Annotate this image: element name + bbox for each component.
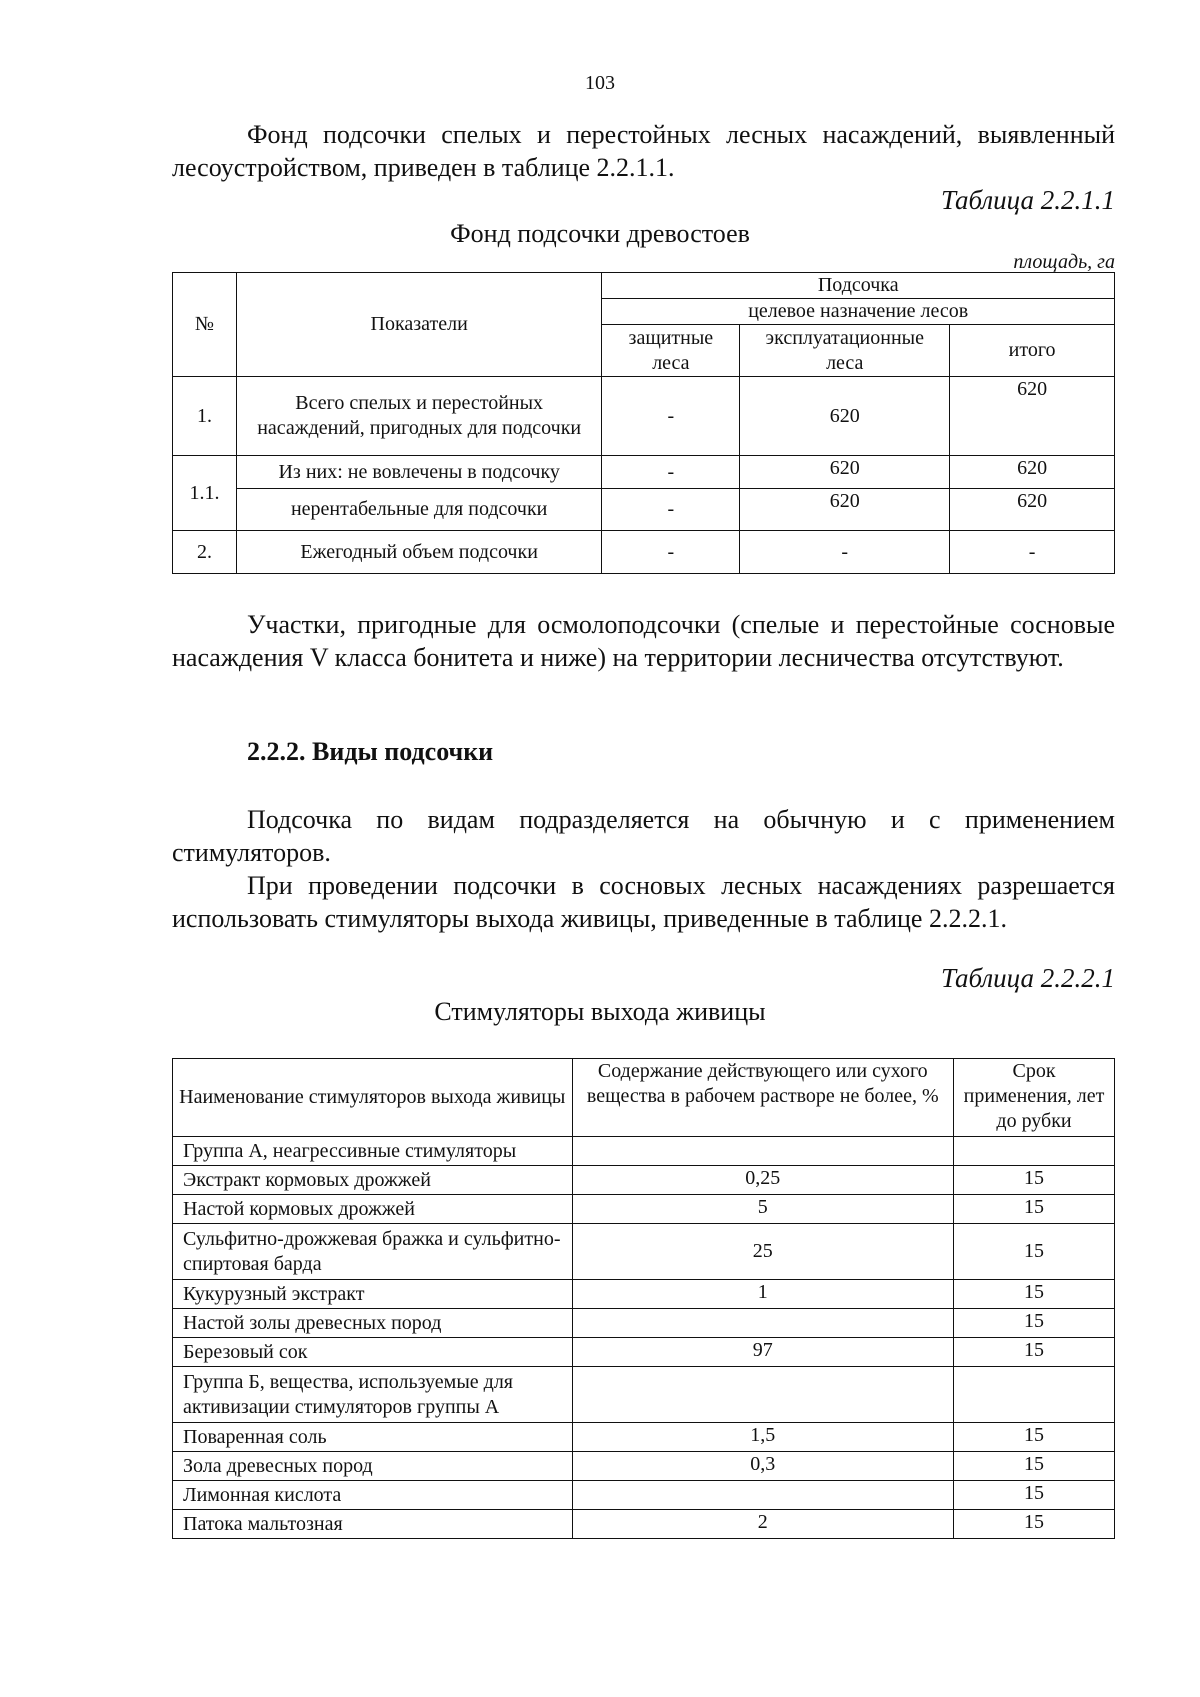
header-term: Срок применения, лет до рубки [954,1059,1115,1137]
cell-term: 15 [954,1195,1115,1224]
cell-term: 15 [954,1481,1115,1510]
cell-total: - [950,531,1115,574]
cell-term: 15 [954,1423,1115,1452]
cell-content: 1,5 [572,1423,954,1452]
table-row [173,531,1115,574]
table-tapping-fund [172,272,1115,574]
cell-content: 97 [572,1338,954,1367]
cell-exploitation: 620 [740,377,950,456]
cell-term: 15 [954,1166,1115,1195]
cell-term: 15 [954,1224,1115,1280]
table1-label: Таблица 2.2.1.1 [940,185,1115,215]
header-protective: защитные леса [602,325,740,377]
header-name: Наименование стимуляторов выхода живицы [173,1059,573,1137]
table-row [173,1338,1115,1367]
cell-num: 1. [173,377,237,456]
header-exploitation: эксплуатационные леса [740,325,950,377]
cell-content [572,1481,954,1510]
table-stimulators [172,1058,1115,1539]
cell-content: 5 [572,1195,954,1224]
cell-name: Лимонная кислота [173,1481,573,1510]
cell-term: 15 [954,1309,1115,1338]
cell-total: 620 [950,489,1115,531]
table-row [173,1280,1115,1309]
cell-content: 25 [572,1224,954,1280]
table-row [173,1481,1115,1510]
cell-content [572,1367,954,1423]
intro-paragraph: Фонд подсочки спелых и перестойных лесных насаждений, выявленный лесоустройством, приведен в таблице 2.2.1.1. [172,120,1115,182]
table-row [173,1137,1115,1166]
cell-name: Настой кормовых дрожжей [173,1195,573,1224]
cell-protective: - [602,377,740,456]
table-row [173,1510,1115,1539]
cell-content: 2 [572,1510,954,1539]
cell-term: 15 [954,1452,1115,1481]
table-row [173,1309,1115,1338]
cell-content [572,1309,954,1338]
cell-content [572,1137,954,1166]
cell-term: 15 [954,1510,1115,1539]
cell-term: 15 [954,1338,1115,1367]
cell-name: Группа Б, вещества, используемые для активизации стимуляторов группы А [173,1367,573,1423]
table-row [173,456,1115,489]
cell-name: Сульфитно-дрожжевая бражка и сульфитно-спиртовая барда [173,1224,573,1280]
page-number: 103 [585,72,615,94]
cell-protective: - [602,456,740,489]
table-row [173,489,1115,531]
header-purpose: целевое назначение лесов [602,299,1115,325]
cell-name: Настой золы древесных пород [173,1309,573,1338]
cell-name: Зола древесных пород [173,1452,573,1481]
cell-total: 620 [950,377,1115,456]
cell-exploitation: - [740,531,950,574]
section-heading: 2.2.2. Виды подсочки [247,737,494,766]
cell-term [954,1137,1115,1166]
cell-num: 1.1. [173,456,237,531]
cell-term [954,1367,1115,1423]
cell-num: 2. [173,531,237,574]
cell-content: 0,3 [572,1452,954,1481]
table-row [173,1224,1115,1280]
table-row [173,1423,1115,1452]
table-row [173,377,1115,456]
cell-term: 15 [954,1280,1115,1309]
table-row [173,1452,1115,1481]
cell-name: Патока мальтозная [173,1510,573,1539]
header-num: № [173,273,237,377]
table-row [173,1195,1115,1224]
header-tapping: Подсочка [602,273,1115,299]
cell-name: Березовый сок [173,1338,573,1367]
cell-name: Экстракт кормовых дрожжей [173,1166,573,1195]
table2-label: Таблица 2.2.2.1 [940,963,1115,993]
cell-name: нерентабельные для подсочки [236,489,601,531]
table2-title: Стимуляторы выхода живицы [434,997,766,1026]
cell-name: Ежегодный объем подсочки [236,531,601,574]
table-row [173,1166,1115,1195]
header-indicators: Показатели [236,273,601,377]
cell-name: Всего спелых и перестойных насаждений, пригодных для подсочки [236,377,601,456]
cell-name: Группа А, неагрессивные стимуляторы [173,1137,573,1166]
header-content: Содержание действующего или сухого вещества в рабочем растворе не более, % [572,1059,954,1137]
table-row [173,1367,1115,1423]
cell-content: 0,25 [572,1166,954,1195]
cell-protective: - [602,489,740,531]
cell-content: 1 [572,1280,954,1309]
table1-unit: площадь, га [1013,251,1115,273]
header-total: итого [950,325,1115,377]
resin-paragraph: Участки, пригодные для осмолоподсочки (спелые и перестойные сосновые насаждения V класса бонитета и ниже) на территории лесничества отсутствуют. [172,610,1115,672]
cell-total: 620 [950,456,1115,489]
cell-name: Из них: не вовлечены в подсочку [236,456,601,489]
table1-title: Фонд подсочки древостоев [450,219,750,248]
cell-exploitation: 620 [740,456,950,489]
cell-name: Кукурузный экстракт [173,1280,573,1309]
types-paragraph-2: При проведении подсочки в сосновых лесных насаждениях разрешается использовать стимуляторы выхода живицы, приведенные в таблице 2.2.2.1. [172,871,1115,933]
cell-exploitation: 620 [740,489,950,531]
cell-protective: - [602,531,740,574]
cell-name: Поваренная соль [173,1423,573,1452]
types-paragraph-1: Подсочка по видам подразделяется на обычную и с применением стимуляторов. [172,805,1115,867]
